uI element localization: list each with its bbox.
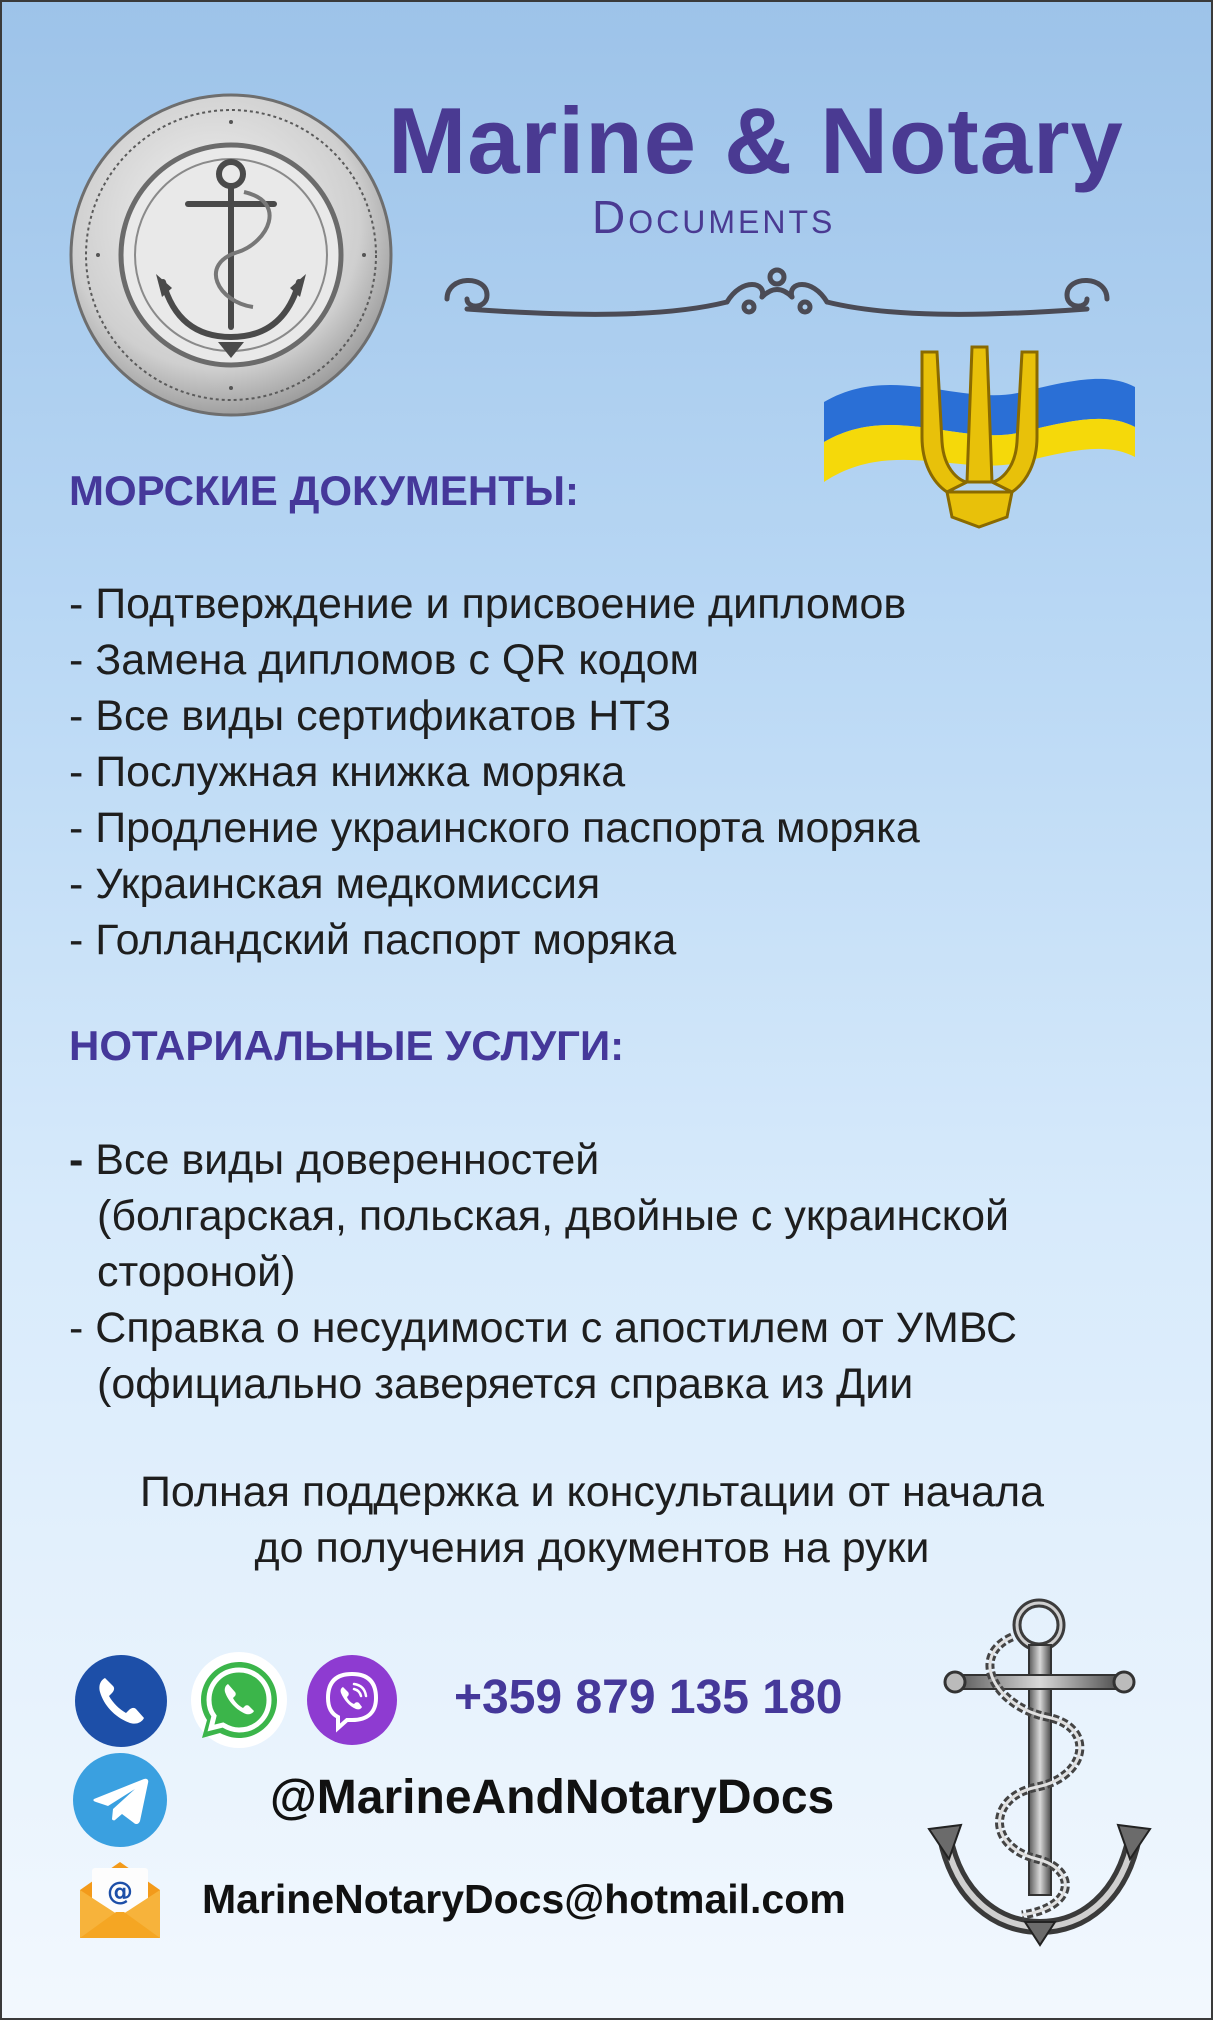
list-item: - Подтверждение и присвоение дипломов — [69, 580, 907, 628]
list-item: - Украинская медкомиссия — [69, 860, 601, 908]
flourish-divider — [427, 257, 1127, 327]
support-text — [2, 1464, 1182, 1576]
list-item: - Продление украинского паспорта моряка — [69, 804, 920, 852]
whatsapp-icon[interactable] — [189, 1650, 289, 1750]
mail-icon[interactable] — [76, 1854, 164, 1944]
list-item-continuation: (болгарская, польская, двойные с украинской — [97, 1192, 1010, 1240]
telegram-icon[interactable] — [72, 1752, 168, 1848]
list-item: - Послужная книжка моряка — [69, 748, 626, 796]
phone-number[interactable]: +359 879 135 180 — [454, 1671, 843, 1724]
list-item: - Все виды сертификатов НТЗ — [69, 692, 672, 740]
support-line: Полная поддержка и консультации от начала — [139, 1468, 1044, 1516]
marine-heading: МОРСКИЕ ДОКУМЕНТЫ: — [69, 467, 579, 514]
list-item — [69, 1300, 1017, 1412]
list-item-text: Все виды доверенностей — [83, 1136, 600, 1184]
phone-icon[interactable] — [74, 1654, 168, 1748]
list-item: - Голландский паспорт моряка — [69, 916, 677, 964]
notary-services-list — [69, 1132, 1017, 1412]
brand-subtitle: Documents — [592, 191, 836, 243]
email-address[interactable]: MarineNotaryDocs@hotmail.com — [202, 1876, 846, 1922]
list-item-continuation: стороной) — [97, 1248, 296, 1296]
list-item: - Замена дипломов с QR кодом — [69, 636, 700, 684]
notary-heading: НОТАРИАЛЬНЫЕ УСЛУГИ: — [69, 1022, 625, 1069]
ukraine-flag-trident — [822, 332, 1137, 532]
anchor-illustration — [927, 1597, 1152, 1947]
brand-title: Marine & Notary — [388, 88, 1124, 193]
viber-icon[interactable] — [306, 1654, 398, 1746]
list-dash: - — [69, 1136, 84, 1184]
list-item-text: - Справка о несудимости с апостилем от УМВС — [69, 1304, 1018, 1352]
anchor-seal — [68, 92, 394, 418]
messenger-handle[interactable]: @MarineAndNotaryDocs — [270, 1771, 835, 1824]
marine-services-list — [69, 576, 920, 968]
list-item-continuation: (официально заверяется справка из Дии — [97, 1360, 914, 1408]
list-item — [69, 1132, 1017, 1300]
support-line: до получения документов на руки — [254, 1524, 930, 1572]
svg-text:@: @ — [107, 1877, 133, 1907]
